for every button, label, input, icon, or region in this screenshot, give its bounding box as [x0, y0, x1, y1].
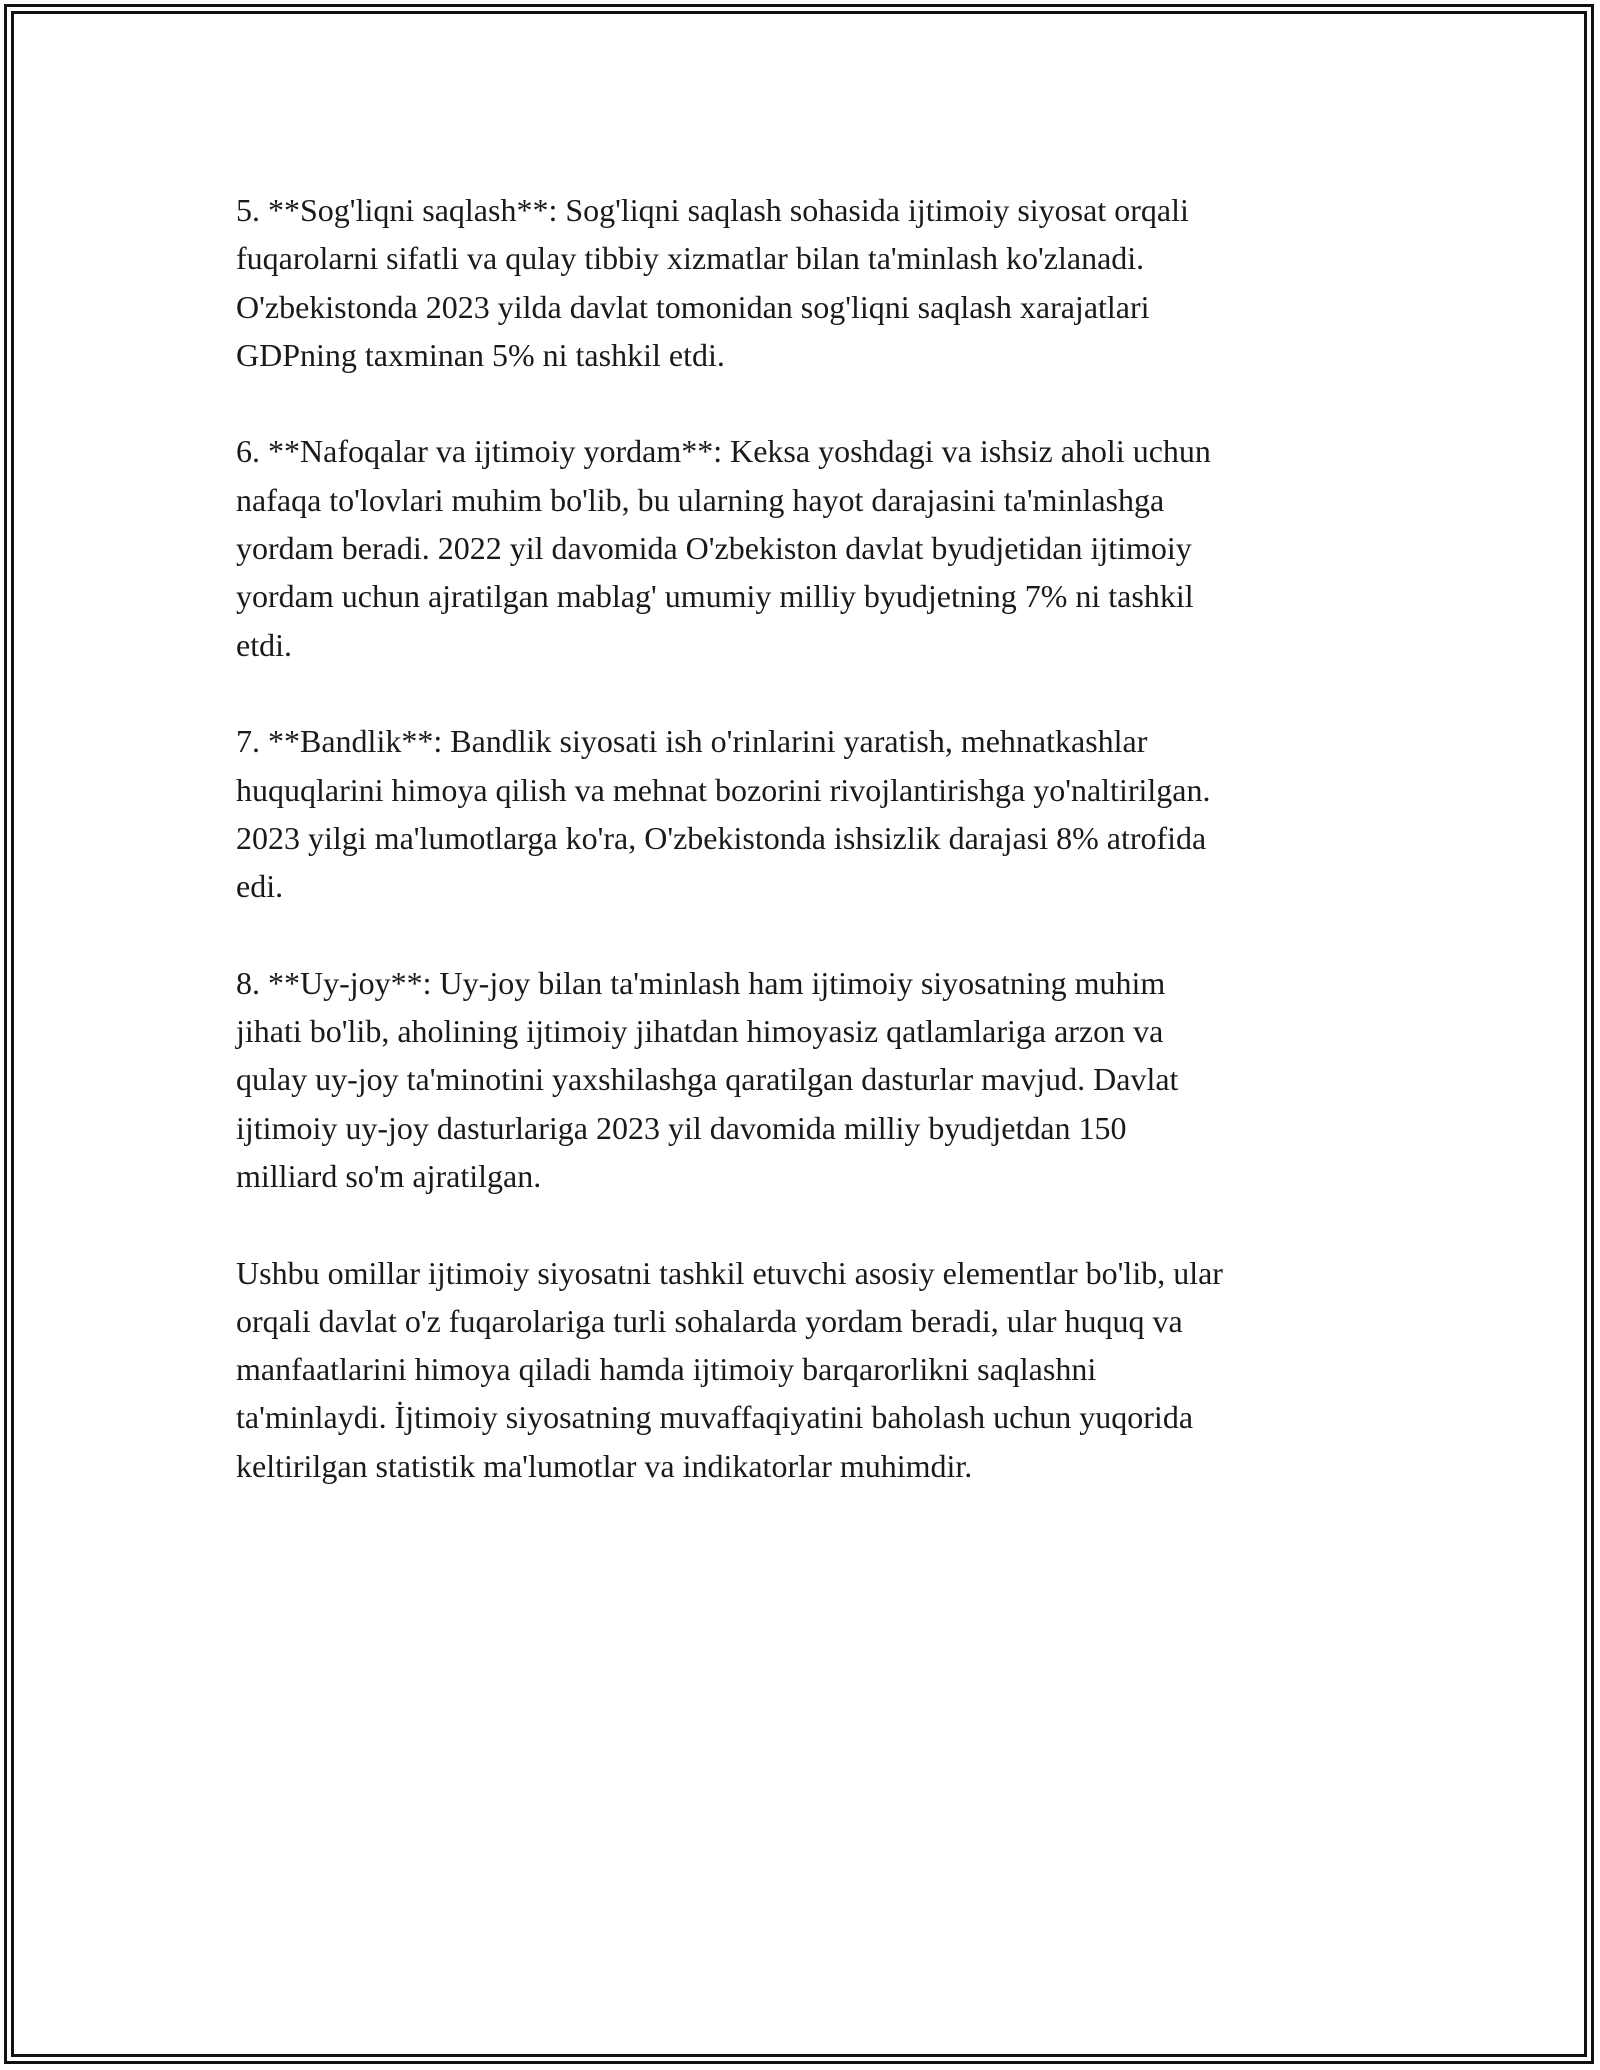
paragraph-healthcare: 5. **Sog'liqni saqlash**: Sog'liqni saqlash sohasida ijtimoiy siyosat orqali fuqarolarni sifatli va qulay tibbiy xizmatlar bilan ta'minlash ko'zlanadi. O'zbekistonda 2023 yilda davlat tomonidan sog'liqni saqlash xarajatlari GDPning taxminan 5% ni tashkil etdi. — [236, 192, 1189, 373]
paragraph-conclusion: Ushbu omillar ijtimoiy siyosatni tashkil etuvchi asosiy elementlar bo'lib, ular orqali davlat o'z fuqarolariga turli sohalarda yordam beradi, ular huquq va manfaatlarini himoya qiladi hamda ijtimoiy barqarorlikni saqlashni ta'minlaydi. İjtimoiy siyosatning muvaffaqiyatini baholash uchun yuqorida keltirilgan statistik ma'lumotlar va indikatorlar muhimdir. — [236, 1254, 1223, 1484]
document-body — [236, 186, 1386, 1538]
paragraph-pensions-social-aid: 6. **Nafoqalar va ijtimoiy yordam**: Keksa yoshdagi va ishsiz aholi uchun nafaqa to'lovlari muhim bo'lib, bu ularning hayot darajasini ta'minlashga yordam beradi. 2022 yil davomida O'zbekiston davlat byudjetidan ijtimoiy yordam uchun ajratilgan mablag' umumiy milliy byudjetning 7% ni tashkil etdi. — [236, 433, 1211, 663]
paragraph-housing: 8. **Uy-joy**: Uy-joy bilan ta'minlash ham ijtimoiy siyosatning muhim jihati bo'lib, aholining ijtimoiy jihatdan himoyasiz qatlamlariga arzon va qulay uy-joy ta'minotini yaxshilashga qaratilgan dasturlar mavjud. Davlat ijtimoiy uy-joy dasturlariga 2023 yil davomida milliy byudjetdan 150 milliard so'm ajratilgan. — [236, 964, 1179, 1194]
paragraph-employment: 7. **Bandlik**: Bandlik siyosati ish o'rinlarini yaratish, mehnatkashlar huquqlarini himoya qilish va mehnat bozorini rivojlantirishga yo'naltirilgan. 2023 yilgi ma'lumotlarga ko'ra, O'zbekistonda ishsizlik darajasi 8% atrofida edi. — [236, 723, 1211, 905]
